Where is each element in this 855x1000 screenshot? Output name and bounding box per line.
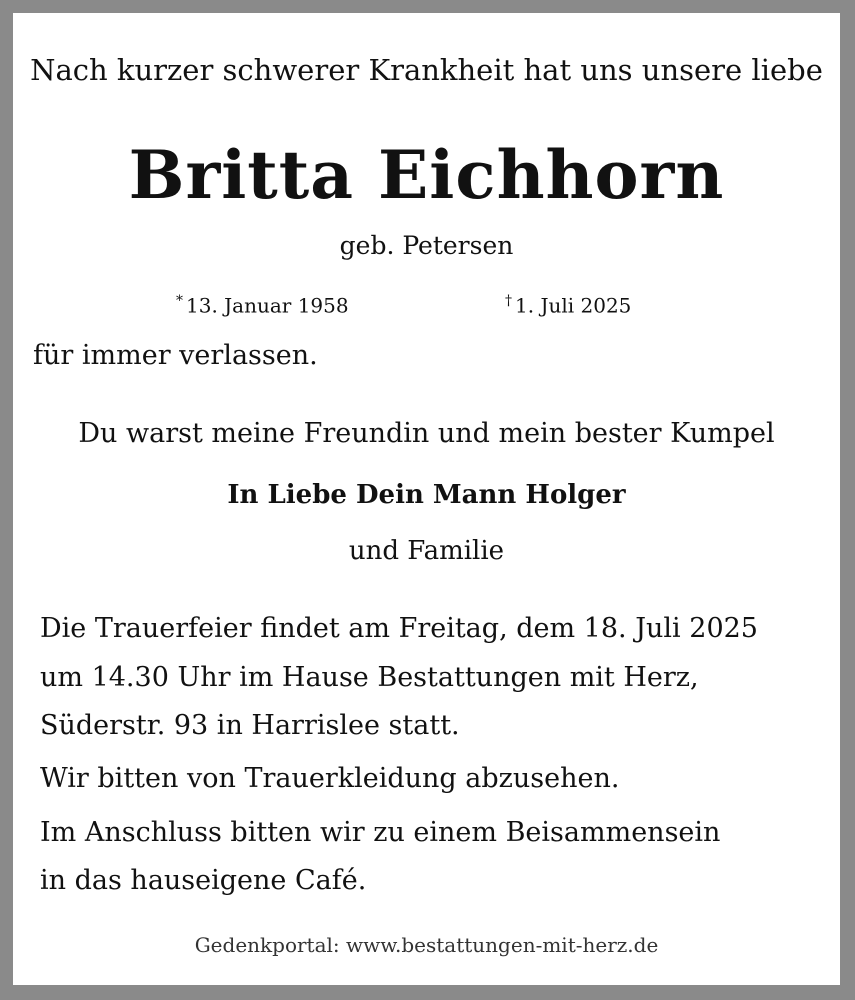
ceremony-line-3: Süderstr. 93 in Harrislee statt. xyxy=(40,710,460,741)
death-date: 1. Juli 2025 xyxy=(515,293,632,318)
death-symbol: † xyxy=(505,293,512,309)
death-date-line xyxy=(505,293,631,318)
memorial-portal-link[interactable]: Gedenkportal: www.bestattungen-mit-herz.de xyxy=(194,933,659,957)
dress-note: Wir bitten von Trauerkleidung abzusehen. xyxy=(40,763,620,794)
birth-name: geb. Petersen xyxy=(339,231,514,260)
intro-text: Nach kurzer schwerer Krankheit hat uns unsere liebe xyxy=(30,53,823,87)
quote-text: Du warst meine Freundin und mein bester Kumpel xyxy=(78,418,775,449)
deceased-name: Britta Eichhorn xyxy=(128,136,725,214)
birth-date-line xyxy=(176,293,349,318)
obituary-notice xyxy=(13,13,840,985)
ceremony-line-2: um 14.30 Uhr im Hause Bestattungen mit Herz, xyxy=(40,662,699,693)
gathering-line-2: in das hauseigene Café. xyxy=(40,865,367,896)
ceremony-line-1: Die Trauerfeier findet am Freitag, dem 18. Juli 2025 xyxy=(40,613,758,644)
gathering-line-1: Im Anschluss bitten wir zu einem Beisammensein xyxy=(40,817,721,848)
birth-date: 13. Januar 1958 xyxy=(186,293,349,318)
departed-text: für immer verlassen. xyxy=(33,340,318,371)
family-text: und Familie xyxy=(348,536,505,566)
signature: In Liebe Dein Mann Holger xyxy=(227,480,626,510)
birth-symbol: * xyxy=(176,293,183,309)
